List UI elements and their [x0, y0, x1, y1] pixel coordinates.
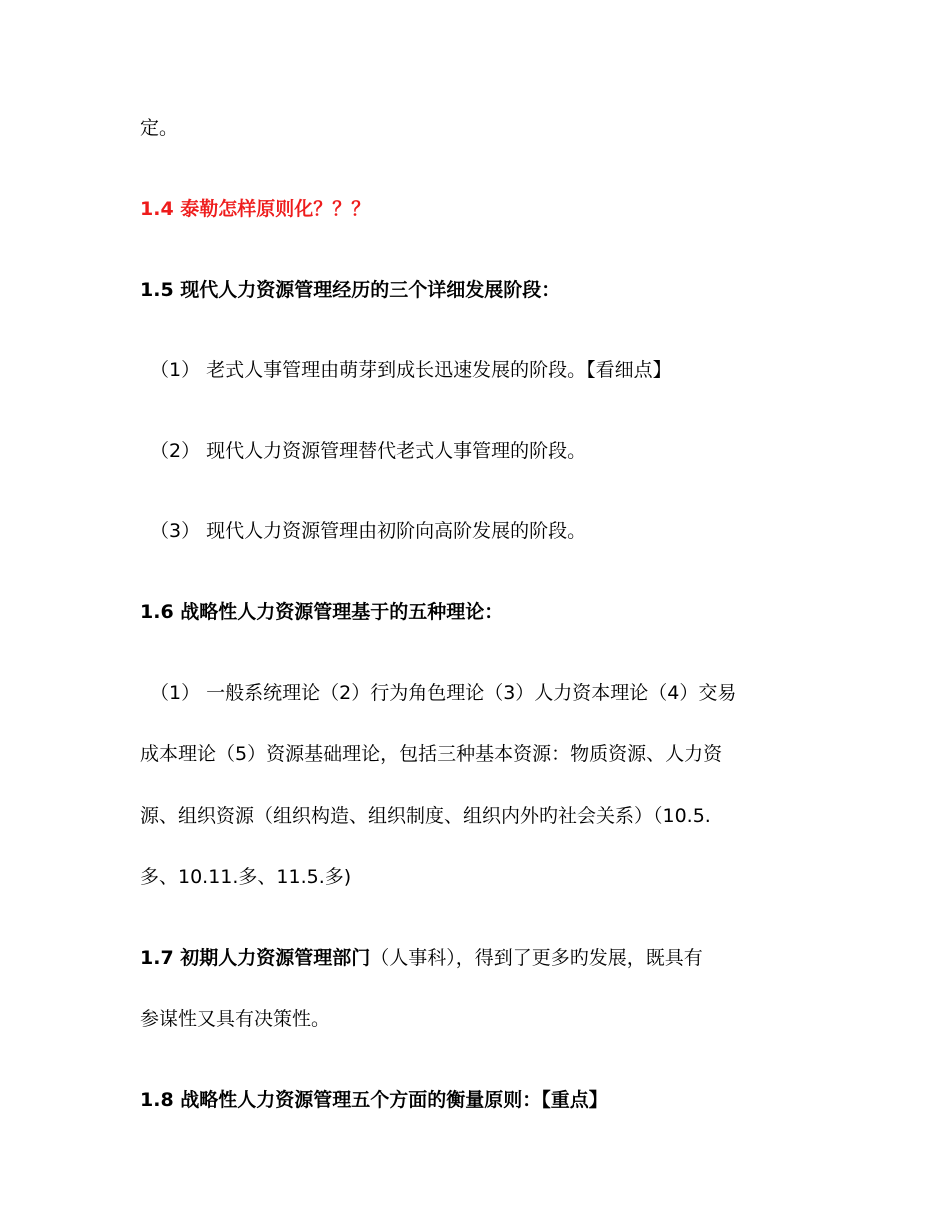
section-heading-1-4: 1.4 泰勒怎样原则化？？？: [140, 198, 371, 220]
heading-regular-part: （人事科），得到了更多旳发展，既具有: [370, 947, 703, 969]
paragraph-line: 源、组织资源（组织构造、组织制度、组织内外旳社会关系）（10.5.: [140, 805, 711, 827]
paragraph-line: 参谋性又具有决策性。: [140, 1008, 331, 1030]
paragraph-line: 成本理论（5）资源基础理论，包括三种基本资源：物质资源、人力资: [140, 743, 723, 765]
list-item: （2） 现代人力资源管理替代老式人事管理的阶段。: [150, 440, 587, 462]
list-item: （3） 现代人力资源管理由初阶向高阶发展的阶段。: [150, 520, 587, 542]
section-heading-1-7: [140, 946, 703, 970]
paragraph-line: 多、10.11.多、11.5.多): [140, 866, 352, 888]
heading-bold-part: 1.7 初期人力资源管理部门: [140, 947, 371, 969]
section-heading-1-8: 1.8 战略性人力资源管理五个方面的衡量原则：【重点】: [140, 1089, 608, 1111]
section-heading-1-6: 1.6 战略性人力资源管理基于的五种理论：: [140, 601, 504, 623]
paragraph-line: （1） 一般系统理论（2）行为角色理论（3）人力资本理论（4）交易: [150, 682, 737, 704]
list-item: （1） 老式人事管理由萌芽到成长迅速发展的阶段。【看细点】: [150, 359, 672, 381]
text-line: 定。: [140, 117, 179, 139]
section-heading-1-5: 1.5 现代人力资源管理经历的三个详细发展阶段：: [140, 279, 561, 301]
